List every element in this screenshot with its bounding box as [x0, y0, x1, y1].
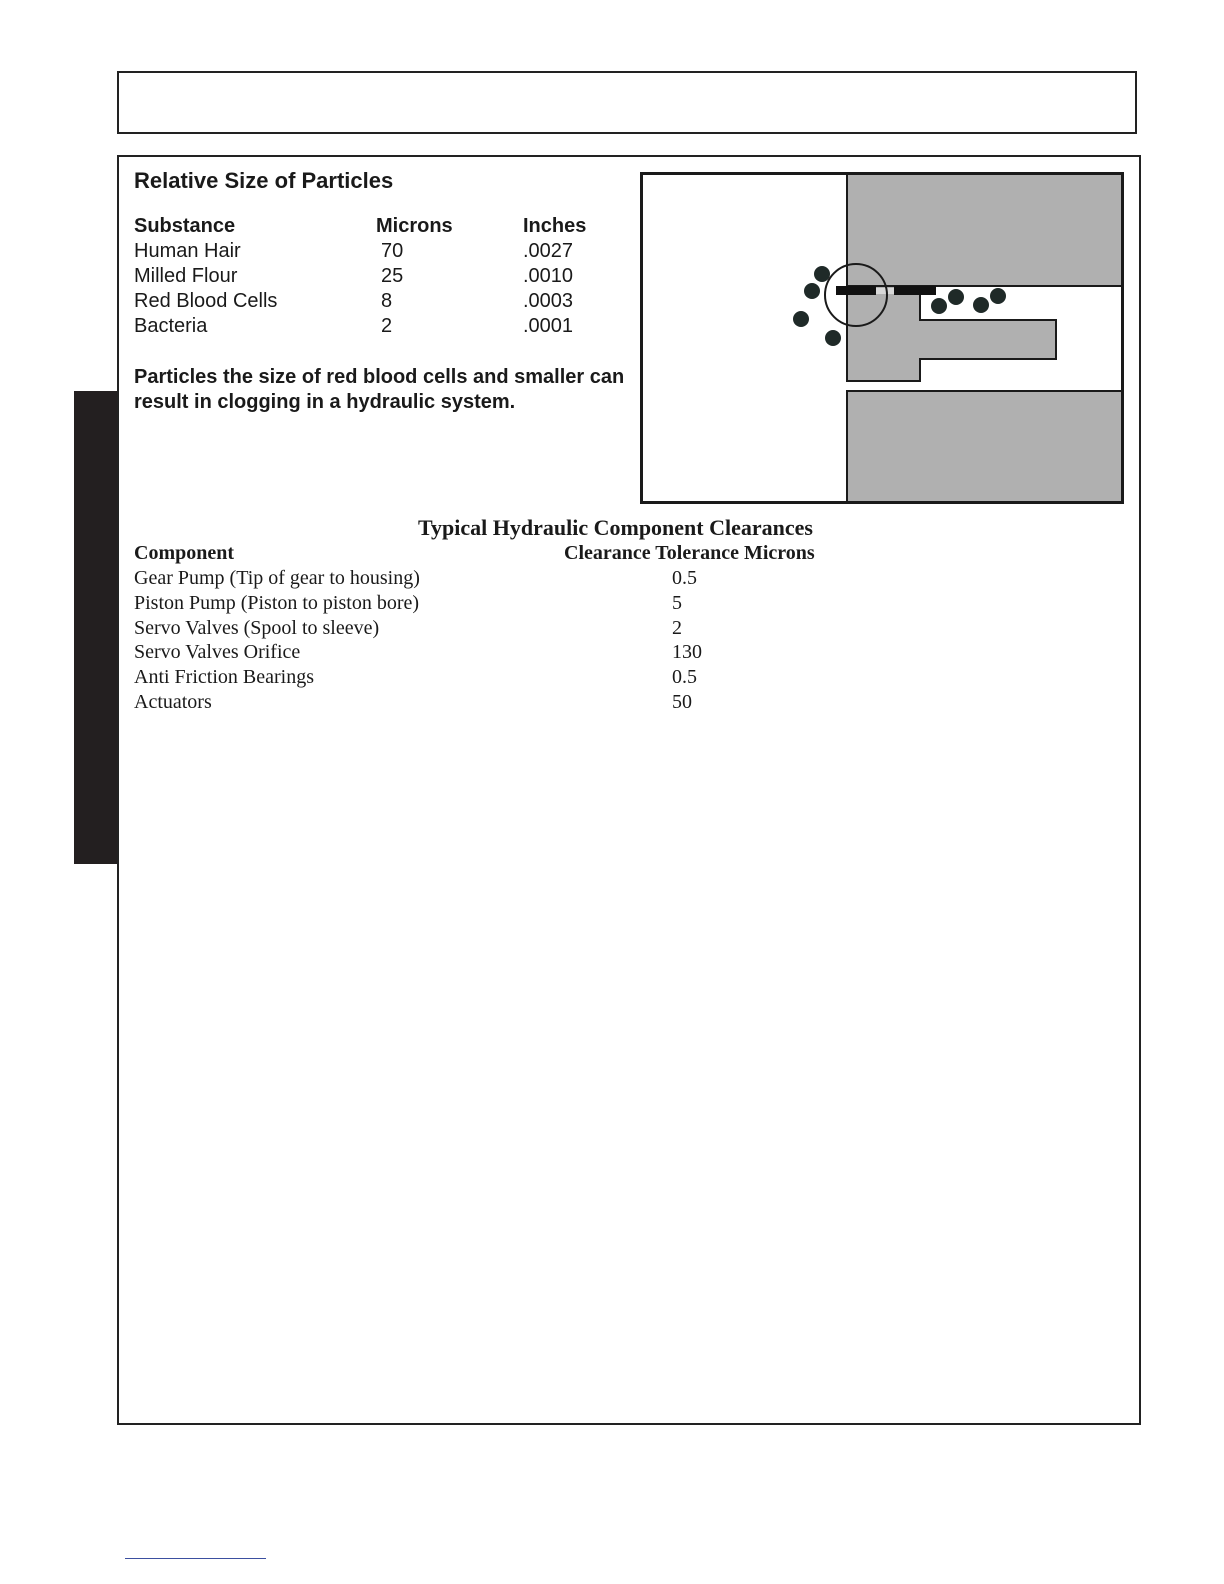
- clogging-note: Particles the size of red blood cells and smaller can result in clogging in a hydraulic system.: [134, 366, 625, 413]
- clearances-row-tolerance: 2: [672, 617, 682, 639]
- clearances-row-component: Actuators: [134, 691, 212, 713]
- clearances-header-tolerance: Clearance Tolerance Microns: [564, 542, 815, 564]
- particle: [973, 297, 989, 313]
- particles-row-inches: .0001: [523, 315, 574, 337]
- clearances-row-component: Gear Pump (Tip of gear to housing): [134, 567, 420, 589]
- clearances-row-tolerance: 50: [672, 691, 692, 713]
- clearances-row-component: Servo Valves (Spool to sleeve): [134, 617, 380, 639]
- particles-title: Relative Size of Particles: [134, 168, 394, 193]
- particle: [931, 298, 947, 314]
- gap-bar-left: [836, 286, 876, 295]
- particle: [804, 283, 820, 299]
- particles-row-substance: Human Hair: [134, 240, 241, 262]
- clearances-row-tolerance: 0.5: [672, 567, 697, 589]
- upper-housing: [847, 174, 1122, 286]
- clearances-row-tolerance: 5: [672, 592, 682, 614]
- clearances-header-component: Component: [134, 542, 235, 564]
- gap-bar-mid: [876, 288, 894, 294]
- particles-row-microns: 8: [381, 290, 393, 312]
- particles-header-substance: Substance: [134, 215, 236, 237]
- particles-row-microns: 70: [381, 240, 404, 262]
- clearances-row-tolerance: 130: [672, 641, 702, 663]
- particle: [793, 311, 809, 327]
- particles-header-inches: Inches: [523, 215, 587, 237]
- particles-row-inches: .0010: [523, 265, 574, 287]
- particle: [825, 330, 841, 346]
- clearance-diagram: [640, 172, 1124, 504]
- page-header-box: [117, 71, 1137, 134]
- particles-row-inches: .0027: [523, 240, 574, 262]
- section-side-tab: [74, 391, 118, 864]
- clearances-row-component: Piston Pump (Piston to piston bore): [134, 592, 420, 614]
- particles-row-inches: .0003: [523, 290, 574, 312]
- particles-row-microns: 25: [381, 265, 404, 287]
- clearances-row-component: Anti Friction Bearings: [134, 666, 314, 688]
- particle: [948, 289, 964, 305]
- clearances-row-tolerance: 0.5: [672, 666, 697, 688]
- clearances-row-component: Servo Valves Orifice: [134, 641, 301, 663]
- particles-row-substance: Milled Flour: [134, 265, 238, 287]
- particles-header-microns: Microns: [376, 215, 453, 237]
- lower-housing: [847, 391, 1122, 502]
- footer-rule: [125, 1558, 266, 1559]
- particles-row-microns: 2: [381, 315, 393, 337]
- clearances-title: Typical Hydraulic Component Clearances: [418, 515, 813, 540]
- particle: [990, 288, 1006, 304]
- gap-bar-right: [894, 286, 936, 295]
- particle: [814, 266, 830, 282]
- particles-row-substance: Red Blood Cells: [134, 290, 278, 312]
- particles-row-substance: Bacteria: [134, 315, 208, 337]
